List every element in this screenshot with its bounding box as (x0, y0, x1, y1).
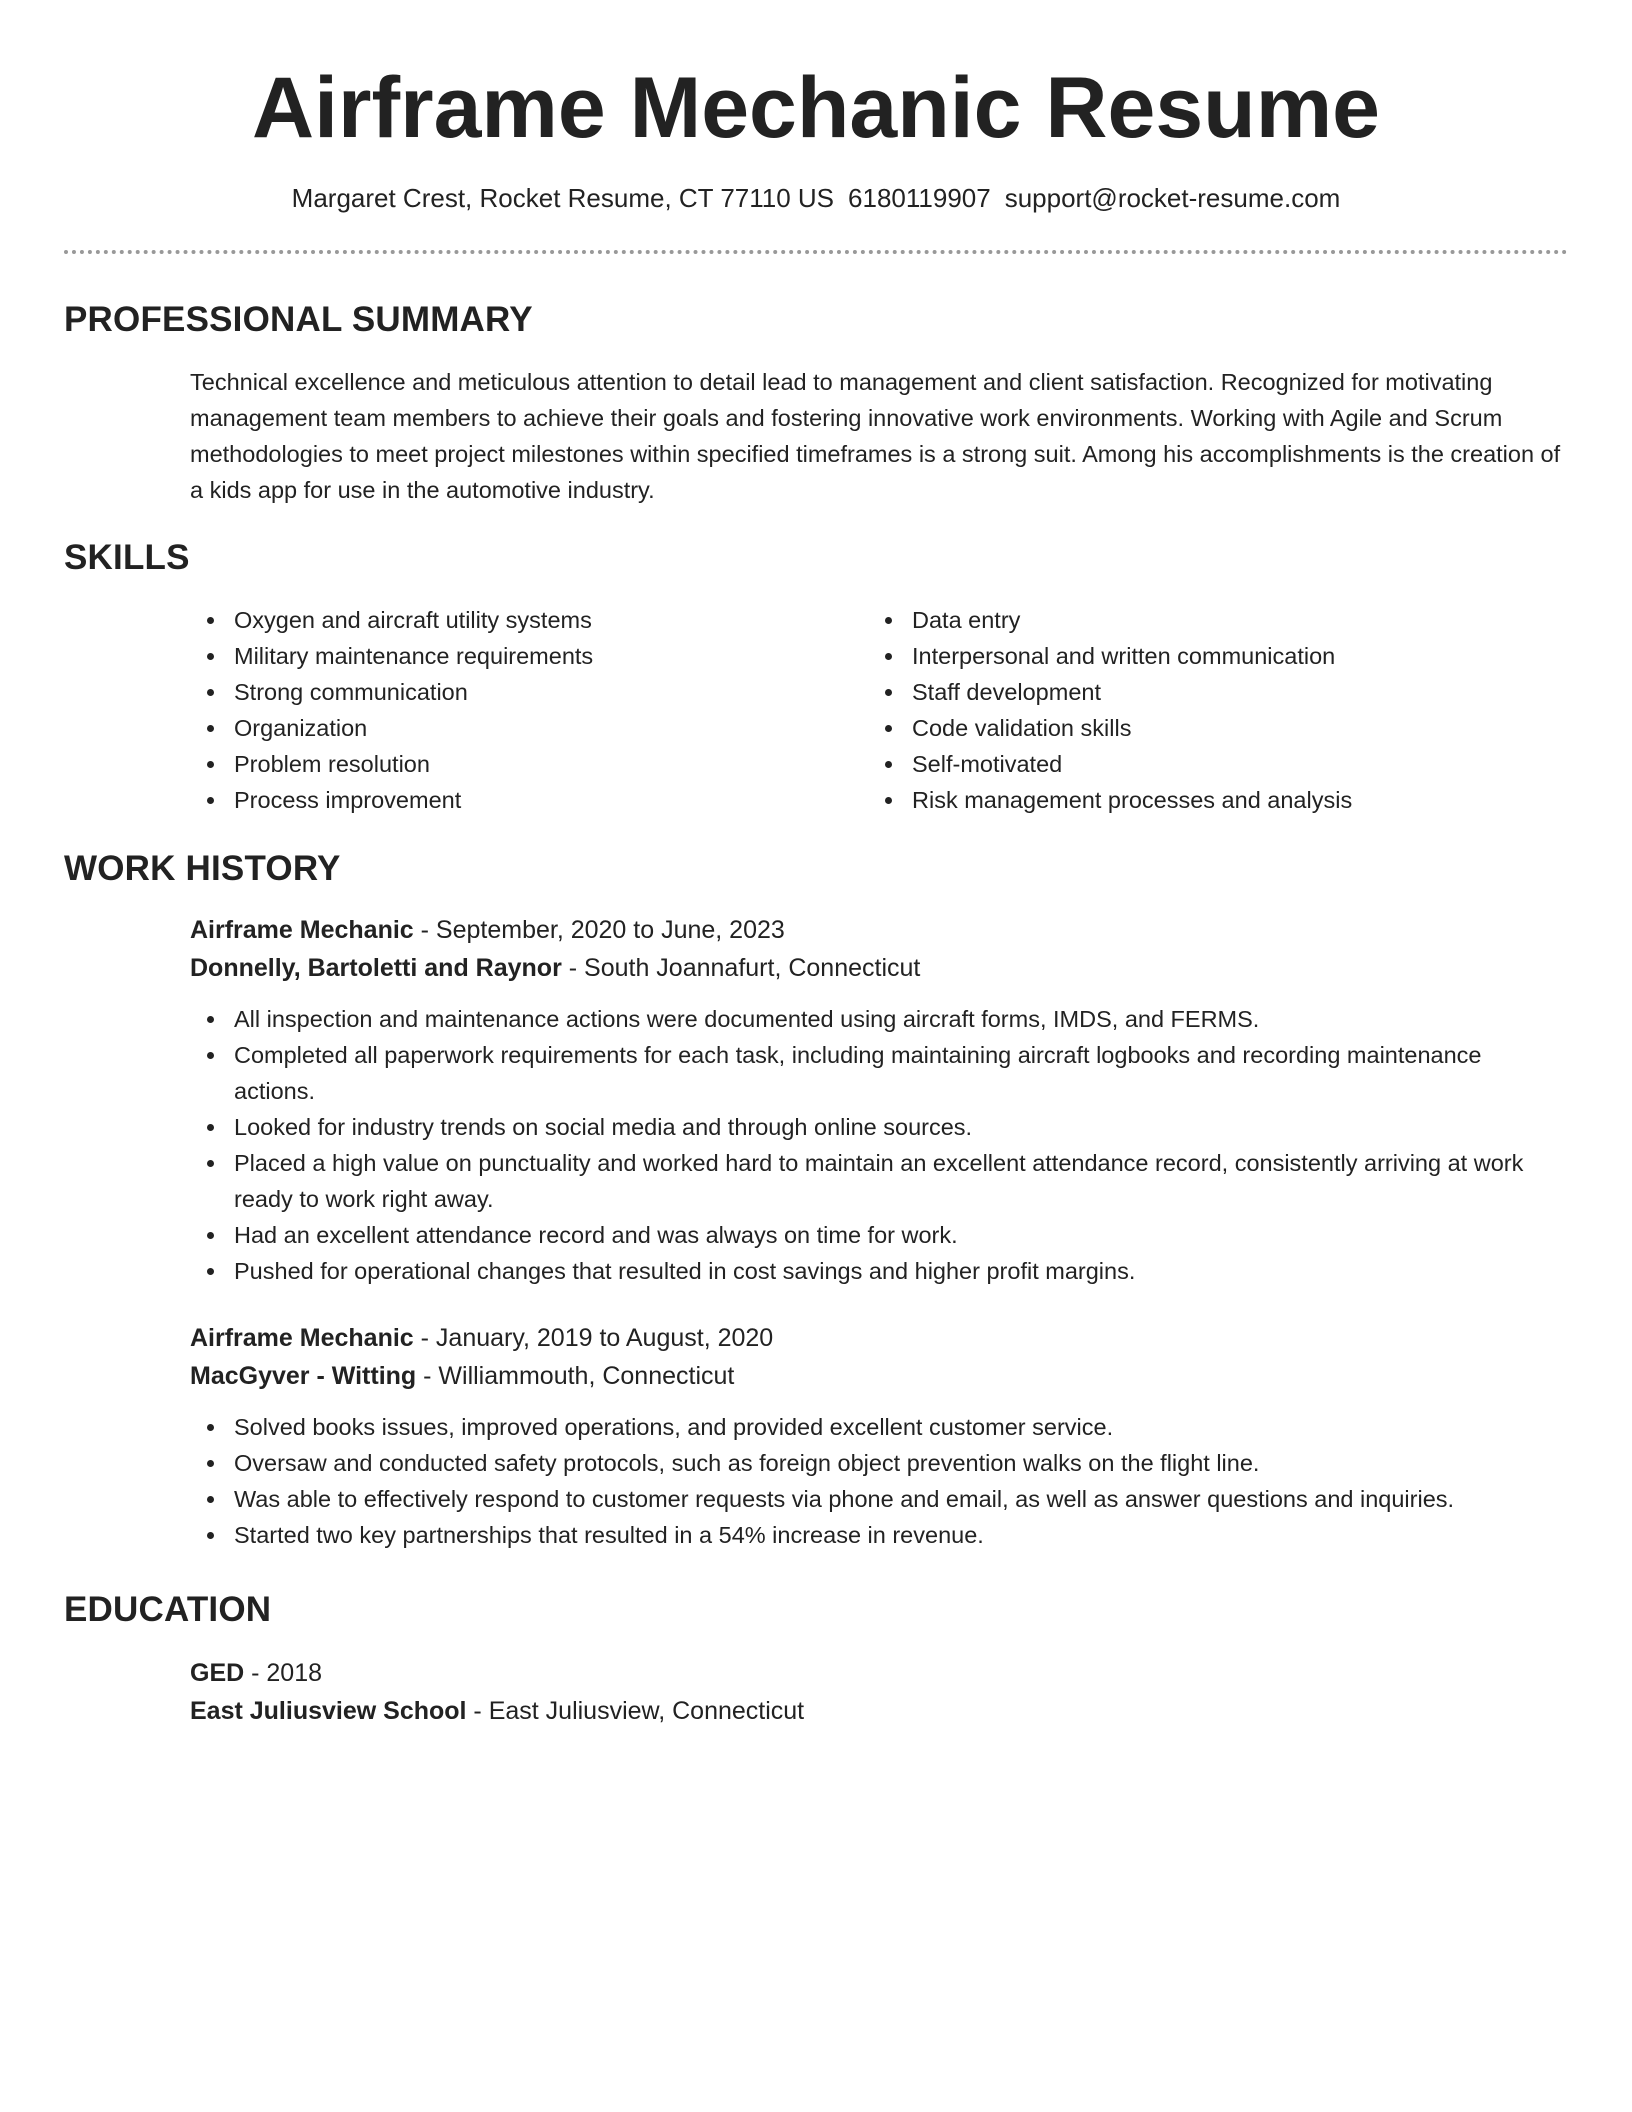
job-dates: - September, 2020 to June, 2023 (413, 916, 785, 944)
work-section (64, 847, 1568, 1553)
skills-section (64, 536, 1568, 818)
skill-item: Military maintenance requirements (190, 638, 868, 674)
education-location: - East Juliusview, Connecticut (466, 1697, 805, 1725)
job-title-line (190, 911, 1568, 949)
contact-phone: 6180119907 (848, 183, 991, 213)
skills-columns (190, 602, 1568, 818)
education-degree: GED (190, 1659, 245, 1687)
education-year: - 2018 (244, 1659, 323, 1687)
skill-item: Strong communication (190, 674, 868, 710)
list-item: Had an excellent attendance record and was always on time for work. (190, 1217, 1568, 1253)
education-section (64, 1588, 1568, 1730)
resume-title: Airframe Mechanic Resume (252, 60, 1380, 156)
skill-item: Problem resolution (190, 746, 868, 782)
education-heading: EDUCATION (64, 1590, 272, 1629)
skill-item: Interpersonal and written communication (868, 638, 1546, 674)
job-entry (190, 1319, 1568, 1395)
work-heading: WORK HISTORY (64, 849, 341, 888)
skill-item: Code validation skills (868, 710, 1546, 746)
list-item: Oversaw and conducted safety protocols, such as foreign object prevention walks on the flight line. (190, 1445, 1568, 1481)
list-item: Completed all paperwork requirements for each task, including maintaining aircraft logbooks and recording maintenance actions. (190, 1037, 1568, 1109)
list-item: All inspection and maintenance actions were documented using aircraft forms, IMDS, and FERMS. (190, 1001, 1568, 1037)
list-item: Solved books issues, improved operations, and provided excellent customer service. (190, 1409, 1568, 1445)
education-degree-line (190, 1654, 1568, 1692)
job-company: Donnelly, Bartoletti and Raynor (190, 954, 562, 982)
contact-email: support@rocket-resume.com (1004, 183, 1341, 213)
job-company-line (190, 1357, 1568, 1395)
summary-text: Technical excellence and meticulous attention to detail lead to management and client satisfaction. Recognized for motivating management team members to achieve their goals and fostering innovative work environments. Working with Agile and Scrum methodologies to meet project milestones within specified timeframes is a strong suit. Among his accomplishments is the creation of a kids app for use in the automotive industry. (190, 369, 1561, 503)
skill-item: Process improvement (190, 782, 868, 818)
job-title-line (190, 1319, 1568, 1357)
skill-item: Staff development (868, 674, 1546, 710)
job-dates: - January, 2019 to August, 2020 (413, 1324, 774, 1352)
contact-address: Margaret Crest, Rocket Resume, CT 77110 US (291, 183, 835, 213)
job-company-line (190, 949, 1568, 987)
skill-item: Oxygen and aircraft utility systems (190, 602, 868, 638)
job-company: MacGyver - Witting (190, 1362, 417, 1390)
skill-item: Organization (190, 710, 868, 746)
skills-list-left (190, 602, 868, 818)
job-role: Airframe Mechanic (190, 916, 414, 944)
summary-heading: PROFESSIONAL SUMMARY (64, 300, 533, 339)
education-entry (190, 1654, 1568, 1730)
list-item: Placed a high value on punctuality and worked hard to maintain an excellent attendance record, consistently arriving at work ready to work right away. (190, 1145, 1568, 1217)
contact-line (64, 181, 1568, 215)
skills-list-right (868, 602, 1546, 818)
education-school: East Juliusview School (190, 1697, 467, 1725)
skills-heading: SKILLS (64, 538, 190, 577)
skill-item: Self-motivated (868, 746, 1546, 782)
summary-section (64, 298, 1568, 508)
job-location: - Williammouth, Connecticut (416, 1362, 735, 1390)
job-bullets (190, 1001, 1568, 1289)
list-item: Started two key partnerships that resulted in a 54% increase in revenue. (190, 1517, 1568, 1553)
skill-item: Data entry (868, 602, 1546, 638)
job-entry (190, 911, 1568, 987)
education-school-line (190, 1692, 1568, 1730)
list-item: Pushed for operational changes that resulted in cost savings and higher profit margins. (190, 1253, 1568, 1289)
list-item: Was able to effectively respond to customer requests via phone and email, as well as answer questions and inquiries. (190, 1481, 1568, 1517)
header-divider (64, 250, 1568, 254)
job-bullets (190, 1409, 1568, 1553)
job-location: - South Joannafurt, Connecticut (561, 954, 921, 982)
skill-item: Risk management processes and analysis (868, 782, 1546, 818)
list-item: Looked for industry trends on social media and through online sources. (190, 1109, 1568, 1145)
job-role: Airframe Mechanic (190, 1324, 414, 1352)
